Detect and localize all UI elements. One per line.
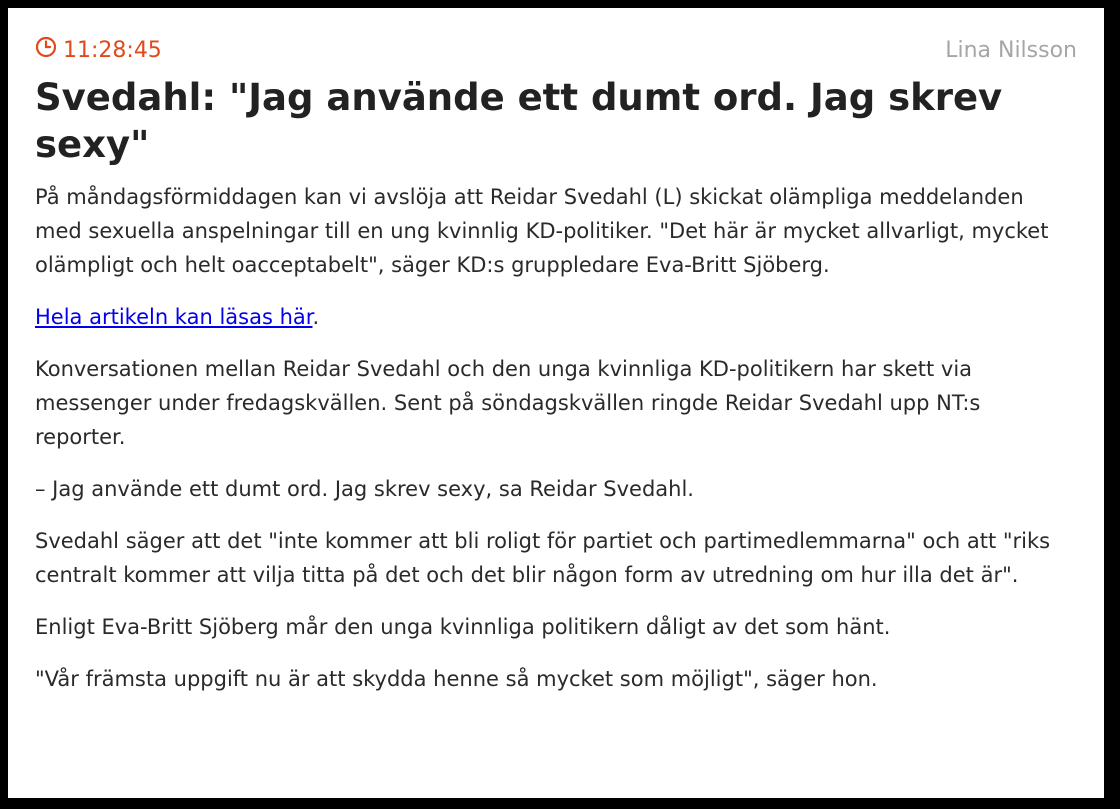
body-paragraph: Konversationen mellan Reidar Svedahl och den unga kvinnliga KD-politikern har skett via messenger under fredagskvällen. Sent på söndagskvällen ringde Reidar Svedahl upp NT:s reporter. [35,357,981,449]
article-lead: På måndagsförmiddagen kan vi avslöja att Reidar Svedahl (L) skickat olämpliga meddelanden med sexuella anspelningar till en ung kvinnlig KD-politiker. "Det här är mycket allvarligt, mycket olämpligt och helt oacceptabelt", säger KD:s gruppledare Eva-Britt Sjöberg. [35,185,1049,277]
article-card [8,8,1104,798]
body-paragraph: "Vår främsta uppgift nu är att skydda henne så mycket som möjligt", säger hon. [35,667,878,691]
link-paragraph [35,300,1077,334]
full-article-link[interactable]: Hela artikeln kan läsas här [35,305,313,329]
author-name: Lina Nilsson [945,37,1077,63]
article-title: Svedahl: "Jag använde ett dumt ord. Jag skrev sexy" [35,76,1003,166]
timestamp-text: 11:28:45 [63,37,162,63]
clock-icon [35,36,57,64]
timestamp [35,36,162,64]
body-paragraph: Svedahl säger att det "inte kommer att bli roligt för partiet och partimedlemmarna" och att "riks centralt kommer att vilja titta på det och det blir någon form av utredning om hur illa det är". [35,529,1051,587]
body-paragraph: Enligt Eva-Britt Sjöberg mår den unga kvinnliga politikern dåligt av det som hänt. [35,615,891,639]
link-suffix: . [312,305,320,329]
article-meta [35,30,1077,70]
body-paragraph: – Jag använde ett dumt ord. Jag skrev sexy, sa Reidar Svedahl. [35,477,694,501]
